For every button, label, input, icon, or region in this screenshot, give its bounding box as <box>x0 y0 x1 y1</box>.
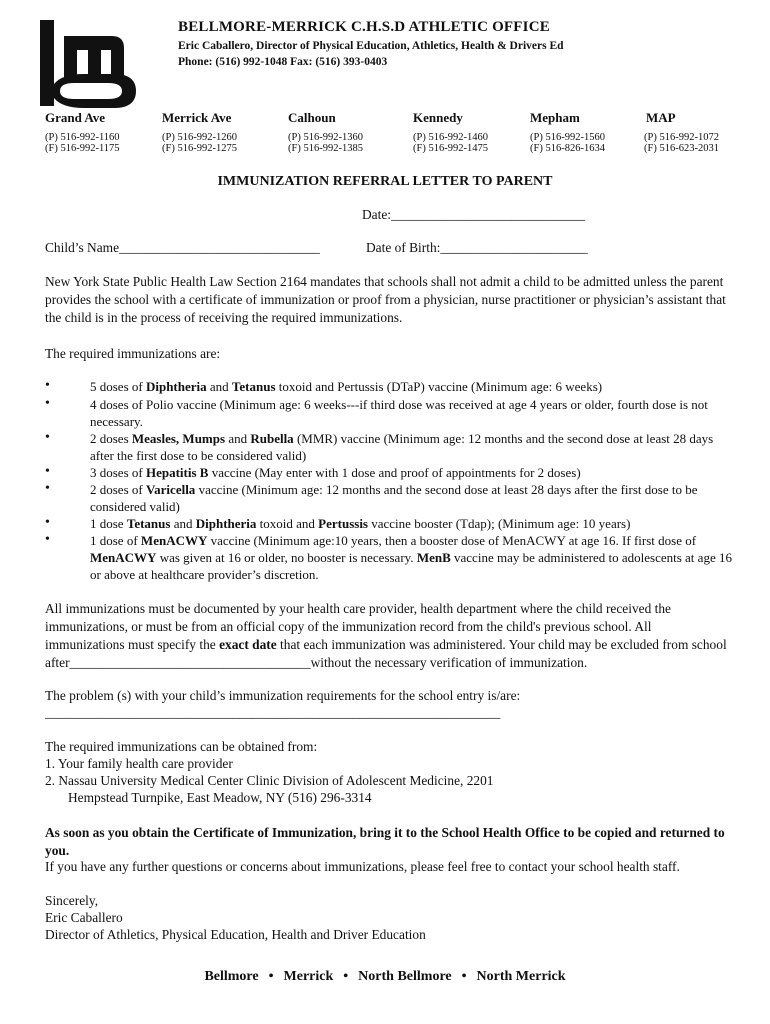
town-bellmore: Bellmore <box>204 969 259 984</box>
problem-text: The problem (s) with your child’s immunization requirements for the school entry is/are: <box>45 688 521 703</box>
closing: Sincerely, <box>45 893 99 908</box>
bullet-polio: 4 doses of Polio vaccine (Minimum age: 6 weeks---if third dose was received at age 4 years or older, fourth dose is not necessary. <box>90 397 708 429</box>
contact-line: Phone: (516) 992-1048 Fax: (516) 393-0403 <box>178 56 388 68</box>
child-name-field: Child’s Name______________________________ <box>45 240 320 255</box>
bullet-marker: • <box>45 515 50 530</box>
bullet-marker: • <box>45 532 50 547</box>
bullet-marker: • <box>45 396 50 411</box>
obtain-item-2-address: Hempstead Turnpike, East Meadow, NY (516) 296-3314 <box>68 790 372 805</box>
obtain-heading: The required immunizations can be obtained from: <box>45 739 318 754</box>
bullet-mmr: 2 doses Measles, Mumps and Rubella (MMR) vaccine (Minimum age: 12 months and the second dose at least 28 days after the first dose to be considered valid) <box>90 431 714 463</box>
district-logo <box>40 20 136 108</box>
school-name-kennedy: Kennedy <box>413 110 463 125</box>
date-field: Date:_____________________________ <box>362 207 586 222</box>
date-of-birth-field: Date of Birth:______________________ <box>366 240 588 255</box>
school-name-grand-ave: Grand Ave <box>45 110 106 125</box>
school-contact-map: (P) 516-992-1072 (F) 516-623-2031 <box>644 132 719 154</box>
town-merrick: Merrick <box>283 969 334 984</box>
letter-title: IMMUNIZATION REFERRAL LETTER TO PARENT <box>217 174 553 189</box>
obtain-item-2: 2. Nassau University Medical Center Clinic Division of Adolescent Medicine, 2201 <box>45 773 494 788</box>
school-contact-kennedy: (P) 516-992-1460 (F) 516-992-1475 <box>413 132 488 154</box>
bullet-hepatitis-b: 3 doses of Hepatitis B vaccine (May enter with 1 dose and proof of appointments for 2 doses) <box>90 465 581 480</box>
required-heading: The required immunizations are: <box>45 346 221 361</box>
signer-name: Eric Caballero <box>45 910 123 925</box>
school-contact-mepham: (P) 516-992-1560 (F) 516-826-1634 <box>530 132 605 154</box>
school-contact-calhoun: (P) 516-992-1360 (F) 516-992-1385 <box>288 132 363 154</box>
school-contact-grand-ave: (P) 516-992-1160 (F) 516-992-1175 <box>45 132 120 154</box>
obtain-item-1: 1. Your family health care provider <box>45 756 233 771</box>
footer-separator: • <box>461 969 467 984</box>
footer-separator: • <box>343 969 349 984</box>
town-north-bellmore: North Bellmore <box>358 969 452 984</box>
bullet-marker: • <box>45 481 50 496</box>
bullet-marker: • <box>45 430 50 445</box>
footer-separator: • <box>268 969 274 984</box>
director-line: Eric Caballero, Director of Physical Education, Athletics, Health & Drivers Ed <box>178 40 564 52</box>
signer-title: Director of Athletics, Physical Education, Health and Driver Education <box>45 927 426 942</box>
problem-line: ____________________________________________________________________ <box>45 705 501 720</box>
footer-towns <box>0 969 770 985</box>
town-north-merrick: North Merrick <box>476 969 566 984</box>
school-name-merrick-ave: Merrick Ave <box>162 110 232 125</box>
intro-paragraph: New York State Public Health Law Section 2164 mandates that schools shall not admit a child to be admitted unless the parent provides the school with a certificate of immunization or proof from a physician, nurse practitioner or physician’s assistant that the child is in the process of receiving the required immunizations. <box>45 274 726 325</box>
bullet-marker: • <box>45 464 50 479</box>
bullet-tdap: 1 dose Tetanus and Diphtheria toxoid and Pertussis vaccine booster (Tdap); (Minimum age: 10 years) <box>90 516 631 531</box>
bullet-marker: • <box>45 378 50 393</box>
bullet-varicella: 2 doses of Varicella vaccine (Minimum age: 12 months and the second dose at least 28 days after the first dose to be considered valid) <box>90 482 698 514</box>
certificate-notice: As soon as you obtain the Certificate of Immunization, bring it to the School Health Office to be copied and returned to you. <box>45 825 725 858</box>
questions-text: If you have any further questions or concerns about immunizations, please feel free to contact your school health staff. <box>45 859 680 874</box>
school-name-calhoun: Calhoun <box>288 110 336 125</box>
bullet-dtap: 5 doses of Diphtheria and Tetanus toxoid and Pertussis (DTaP) vaccine (Minimum age: 6 weeks) <box>90 379 603 394</box>
documentation-paragraph: All immunizations must be documented by your health care provider, health department where the child received the immunizations, or must be from an official copy of the immunization record from the child's previous school. All immunizations must specify the exact date that each immunization was administered. Your child may be excluded from school after____________________________________without the necessary verification of immunization. <box>45 601 727 670</box>
bullet-menacwy: 1 dose of MenACWY vaccine (Minimum age:10 years, then a booster dose of MenACWY at age 16. If first dose of MenACWY was given at 16 or older, no booster is necessary. MenB vaccine may be administered to adolescents at age 16 or above at healthcare provider’s discretion. <box>90 533 732 582</box>
office-title: BELLMORE-MERRICK C.H.S.D ATHLETIC OFFICE <box>178 19 550 35</box>
school-name-mepham: Mepham <box>530 110 580 125</box>
school-name-map: MAP <box>646 110 676 125</box>
school-contact-merrick-ave: (P) 516-992-1260 (F) 516-992-1275 <box>162 132 237 154</box>
